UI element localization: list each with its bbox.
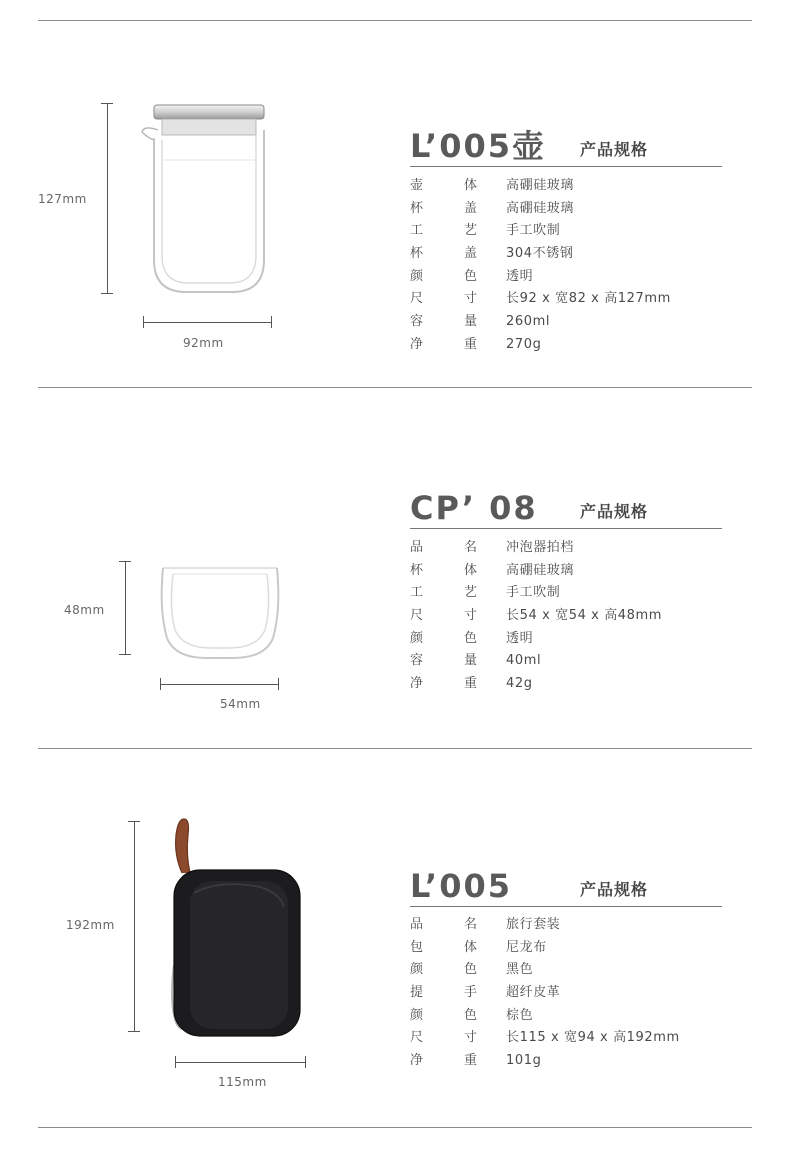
spec-key-first-char: 尺 [410,608,424,624]
spec-value: 高硼硅玻璃 [506,562,575,578]
spec-value: 黑色 [506,962,534,978]
travel-case-image [160,815,310,1040]
width-dimension-cap-right [271,316,272,328]
spec-key-second-char: 色 [464,962,478,978]
spec-value: 长54 x 宽54 x 高48mm [506,608,663,624]
spec-key-second-char: 艺 [464,223,478,239]
spec-value: 长92 x 宽82 x 高127mm [506,291,671,307]
spec-key-first-char: 尺 [410,291,424,307]
spec-key-second-char: 体 [464,178,478,193]
spec-key-first-char: 净 [410,1053,424,1069]
spec-value: 尼龙布 [506,939,547,955]
spec-key-second-char: 体 [464,939,478,955]
spec-key-first-char: 杯 [410,200,424,216]
model-name: L’005 [410,867,512,905]
spec-key-second-char: 手 [464,985,478,1001]
width-dimension-cap-right [305,1056,306,1068]
width-dimension-label: 54mm [220,697,261,711]
spec-key-first-char: 品 [410,540,424,555]
spec-value: 透明 [506,268,534,284]
height-dimension-label: 192mm [66,918,115,932]
section-divider-top [38,20,752,21]
spec-title-row [410,120,722,167]
spec-key-second-char: 色 [464,630,478,646]
height-dimension-label: 48mm [64,603,105,617]
height-dimension-line [134,821,135,1031]
spec-key-second-char: 艺 [464,585,478,601]
height-dimension-cap-bottom [119,654,131,655]
spec-key-first-char: 容 [410,653,424,669]
spec-key-first-char: 提 [410,985,424,1001]
spec-key-second-char: 色 [464,1007,478,1023]
spec-value: 手工吹制 [506,585,561,601]
spec-value: 长115 x 宽94 x 高192mm [506,1030,680,1046]
spec-key-second-char: 重 [464,676,478,692]
spec-key-first-char: 杯 [410,246,424,262]
width-dimension-label: 92mm [183,336,224,350]
spec-key-first-char: 尺 [410,1030,424,1046]
spec-value: 42g [506,676,533,692]
glass-teapot-image [138,100,278,300]
spec-heading: 产品规格 [580,880,649,899]
spec-value: 超纤皮革 [506,985,561,1001]
spec-key-first-char: 工 [410,223,424,239]
spec-key-second-char: 名 [464,540,478,555]
section-divider-bottom [38,1127,752,1128]
spec-value: 透明 [506,630,534,646]
spec-key-first-char: 颜 [410,962,424,978]
model-name: L’005壶 [410,127,546,165]
spec-key-second-char: 寸 [464,608,478,624]
height-dimension-cap-bottom [101,293,113,294]
spec-key-first-char: 品 [410,917,424,932]
spec-key-second-char: 量 [464,653,478,669]
spec-key-second-char: 寸 [464,291,478,307]
double-wall-cup-image [155,560,285,660]
spec-value: 270g [506,336,542,352]
spec-key-second-char: 名 [464,917,478,932]
spec-key-first-char: 净 [410,336,424,352]
height-dimension-line [107,103,108,293]
model-name: CP’ 08 [410,489,538,527]
spec-value: 304不锈钢 [506,246,574,262]
spec-key-first-char: 杯 [410,562,424,578]
width-dimension-label: 115mm [218,1075,267,1089]
height-dimension-label: 127mm [38,192,87,206]
spec-key-first-char: 包 [410,939,424,955]
spec-key-second-char: 体 [464,562,478,578]
spec-value: 高硼硅玻璃 [506,200,575,216]
spec-key-first-char: 壶 [410,178,424,193]
spec-key-first-char: 颜 [410,1007,424,1023]
width-dimension-line [143,322,271,323]
spec-value: 260ml [506,314,551,330]
spec-heading: 产品规格 [580,140,649,159]
width-dimension-line [160,684,278,685]
spec-value: 40ml [506,653,542,669]
spec-title-row [410,482,722,529]
spec-key-second-char: 盖 [464,200,478,216]
spec-heading: 产品规格 [580,502,649,521]
spec-key-second-char: 重 [464,1053,478,1069]
width-dimension-line [175,1062,305,1063]
spec-value: 冲泡器拍档 [506,540,575,555]
section-divider-1 [38,387,752,388]
spec-value: 101g [506,1053,542,1069]
spec-key-first-char: 容 [410,314,424,330]
spec-key-first-char: 颜 [410,268,424,284]
section-divider-2 [38,748,752,749]
spec-key-first-char: 工 [410,585,424,601]
spec-key-first-char: 净 [410,676,424,692]
spec-key-second-char: 盖 [464,246,478,262]
spec-value: 高硼硅玻璃 [506,178,575,193]
spec-title-row [410,860,722,907]
height-dimension-cap-bottom [128,1031,140,1032]
spec-value: 手工吹制 [506,223,561,239]
height-dimension-line [125,561,126,654]
spec-key-second-char: 量 [464,314,478,330]
spec-value: 旅行套装 [506,917,561,932]
width-dimension-cap-right [278,678,279,690]
spec-key-second-char: 色 [464,268,478,284]
spec-key-second-char: 重 [464,336,478,352]
spec-key-second-char: 寸 [464,1030,478,1046]
spec-value: 棕色 [506,1007,534,1023]
spec-key-first-char: 颜 [410,630,424,646]
